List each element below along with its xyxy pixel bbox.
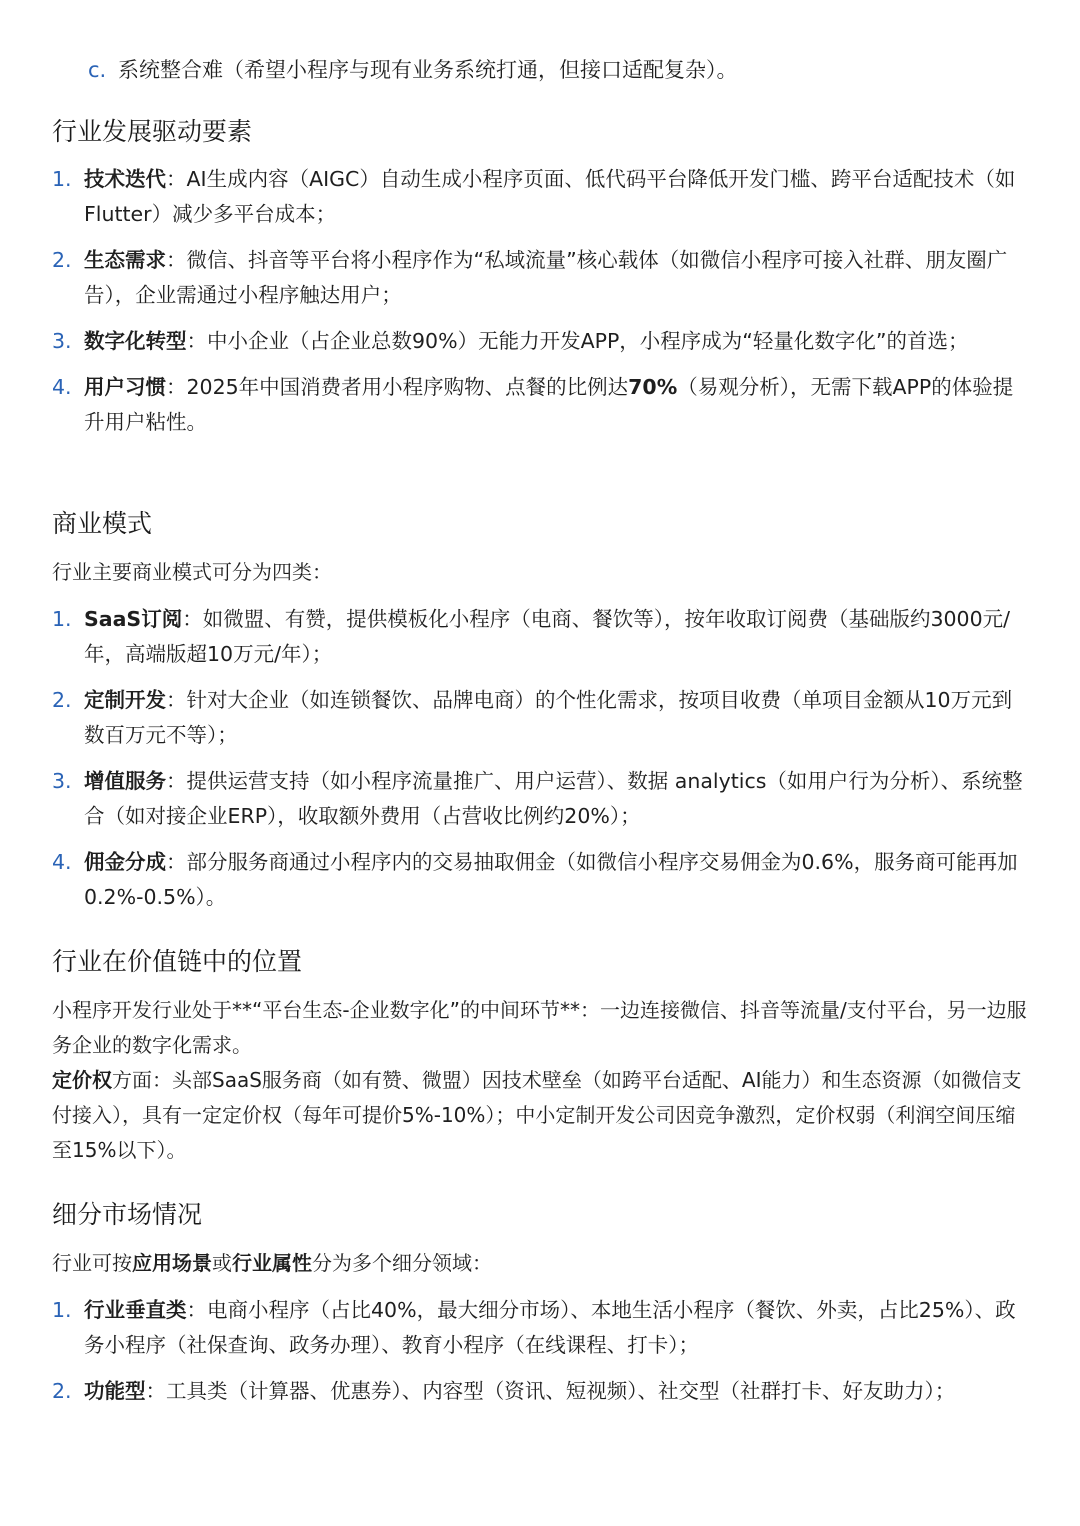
section-lead bbox=[52, 1246, 1032, 1281]
list-item bbox=[52, 324, 1032, 359]
list-number: 4. bbox=[52, 850, 72, 874]
list-item bbox=[52, 764, 1032, 834]
list-number: 2. bbox=[52, 1379, 72, 1403]
item-text: ：提供运营支持（如小程序流量推广、用户运营）、数据 analytics（如用户行为分析）、系统整合（如对接企业ERP），收取额外费用（占营收比例约20%）； bbox=[84, 769, 1023, 828]
value-chain-paragraph: 小程序开发行业处于**“平台生态-企业数字化”的中间环节**：一边连接微信、抖音等流量/支付平台，另一边服务企业的数字化需求。 bbox=[52, 998, 1027, 1057]
section-heading: 商业模式 bbox=[52, 509, 153, 538]
item-text: ：工具类（计算器、优惠券）、内容型（资讯、短视频）、社交型（社群打卡、好友助力）； bbox=[145, 1379, 956, 1403]
list-number: 1. bbox=[52, 607, 72, 631]
segments-list bbox=[52, 1293, 1032, 1409]
list-number: 3. bbox=[52, 329, 72, 353]
pricing-power-paragraph bbox=[52, 1063, 1032, 1168]
list-item bbox=[52, 243, 1032, 313]
item-term: 技术迭代 bbox=[84, 167, 166, 191]
list-item bbox=[52, 602, 1032, 672]
section-heading: 行业在价值链中的位置 bbox=[52, 947, 303, 976]
section-heading: 行业发展驱动要素 bbox=[52, 117, 253, 146]
item-text: ：微信、抖音等平台将小程序作为“私域流量”核心载体（如微信小程序可接入社群、朋友圈广告），企业需通过小程序触达用户； bbox=[84, 248, 1008, 307]
lead-term: 行业属性 bbox=[232, 1251, 312, 1275]
list-item bbox=[52, 845, 1032, 915]
item-term: 增值服务 bbox=[84, 769, 166, 793]
item-text: ：针对大企业（如连锁餐饮、品牌电商）的个性化需求，按项目收费（单项目金额从10万元到数百万元不等）； bbox=[84, 688, 1013, 747]
item-text: ：2025年中国消费者用小程序购物、点餐的比例达 bbox=[166, 375, 629, 399]
drivers-list bbox=[52, 162, 1032, 440]
sub-list-item-c bbox=[88, 52, 1028, 88]
item-term: 生态需求 bbox=[84, 248, 166, 272]
section-lead: 行业主要商业模式可分为四类： bbox=[52, 560, 332, 584]
list-number: 2. bbox=[52, 688, 72, 712]
item-term: 用户习惯 bbox=[84, 375, 166, 399]
item-text: （易观分析），无需下载APP的体验提升用户粘性。 bbox=[84, 375, 1014, 434]
list-marker: c. bbox=[88, 58, 107, 82]
list-number: 1. bbox=[52, 1298, 72, 1322]
list-item bbox=[52, 683, 1032, 753]
item-text: ：电商小程序（占比40%，最大细分市场）、本地生活小程序（餐饮、外卖，占比25%）、政务小程序（社保查询、政务办理）、教育小程序（在线课程、打卡）； bbox=[84, 1298, 1016, 1357]
list-number: 4. bbox=[52, 375, 72, 399]
item-text: ：部分服务商通过小程序内的交易抽取佣金（如微信小程序交易佣金为0.6%，服务商可能再加0.2%-0.5%）。 bbox=[84, 850, 1018, 909]
list-item bbox=[52, 1374, 1032, 1409]
item-term: 佣金分成 bbox=[84, 850, 166, 874]
section-segments bbox=[52, 1197, 1032, 1409]
pricing-power-text: 方面：头部SaaS服务商（如有赞、微盟）因技术壁垒（如跨平台适配、AI能力）和生态资源（如微信支付接入），具有一定定价权（每年可提价5%-10%）；中小定制开发公司因竞争激烈，定价权弱（利润空间压缩至15%以下）。 bbox=[52, 1068, 1022, 1162]
section-business-model bbox=[52, 506, 1032, 915]
item-term: 数字化转型 bbox=[84, 329, 187, 353]
list-item-text: 系统整合难（希望小程序与现有业务系统打通，但接口适配复杂）。 bbox=[118, 58, 738, 82]
lead-term: 应用场景 bbox=[132, 1251, 212, 1275]
list-number: 1. bbox=[52, 167, 72, 191]
lead-text: 分为多个细分领域： bbox=[312, 1251, 492, 1275]
item-highlight: 70% bbox=[628, 375, 678, 399]
item-term: 功能型 bbox=[84, 1379, 146, 1403]
item-text: ：中小企业（占企业总数90%）无能力开发APP，小程序成为“轻量化数字化”的首选； bbox=[186, 329, 969, 353]
pricing-power-term: 定价权 bbox=[52, 1068, 112, 1092]
list-number: 3. bbox=[52, 769, 72, 793]
item-term: 行业垂直类 bbox=[84, 1298, 187, 1322]
section-drivers bbox=[52, 114, 1032, 440]
lead-text: 行业可按 bbox=[52, 1251, 132, 1275]
item-term: SaaS订阅 bbox=[84, 607, 183, 631]
list-number: 2. bbox=[52, 248, 72, 272]
item-text: ：如微盟、有赞，提供模板化小程序（电商、餐饮等），按年收取订阅费（基础版约3000元/年，高端版超10万元/年）； bbox=[84, 607, 1011, 666]
section-heading: 细分市场情况 bbox=[52, 1200, 203, 1229]
list-item bbox=[52, 1293, 1032, 1363]
lead-text: 或 bbox=[212, 1251, 232, 1275]
list-item bbox=[52, 162, 1032, 232]
business-model-list bbox=[52, 602, 1032, 915]
section-value-chain bbox=[52, 944, 1032, 1168]
item-term: 定制开发 bbox=[84, 688, 166, 712]
item-text: ：AI生成内容（AIGC）自动生成小程序页面、低代码平台降低开发门槛、跨平台适配技术（如Flutter）减少多平台成本； bbox=[84, 167, 1016, 226]
list-item bbox=[52, 370, 1032, 440]
